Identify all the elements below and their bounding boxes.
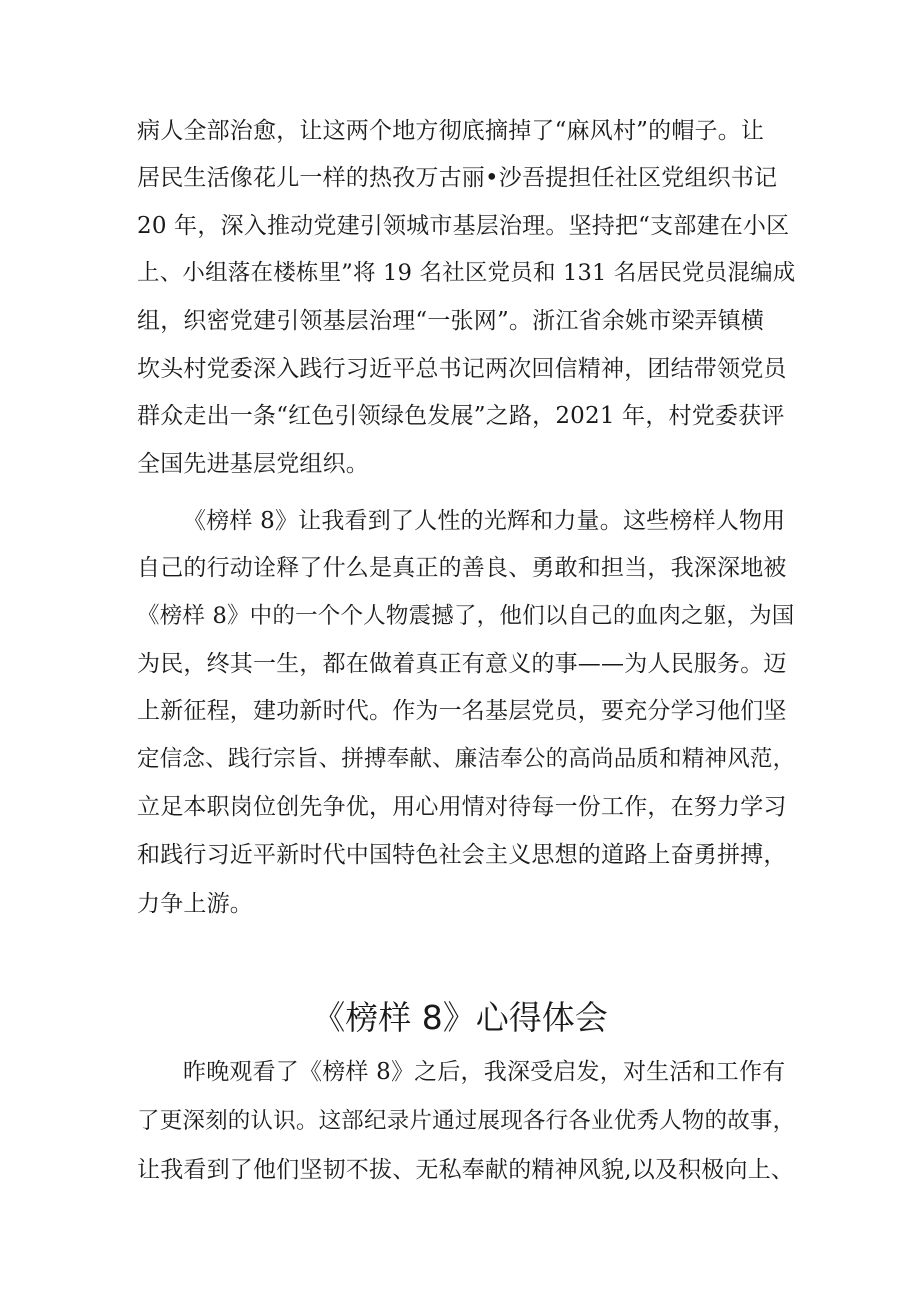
paragraph-line: 上新征程，建功新时代。作为一名基层党员，要充分学习他们坚 xyxy=(137,698,787,724)
paragraph-line: 病人全部治愈，让这两个地方彻底摘掉了“麻风村”的帽子。让 xyxy=(137,118,765,144)
section-title: 《榜样 8》心得体会 xyxy=(312,998,608,1037)
paragraph-line: 立足本职岗位创先争优，用心用情对待每一份工作，在努力学习 xyxy=(137,794,787,820)
paragraph-line: 群众走出一条“红色引领绿色发展”之路，2021 年，村党委获评 xyxy=(137,403,785,429)
paragraph-line: 了更深刻的认识。这部纪录片通过展现各行各业优秀人物的故事， xyxy=(137,1108,796,1134)
paragraph-line: 《榜样 8》中的一个个人物震撼了，他们以自己的血肉之躯，为国 xyxy=(137,603,795,629)
paragraph-line: 力争上游。 xyxy=(137,891,253,917)
paragraph-line: 上、小组落在楼栋里”将 19 名社区党员和 131 名居民党员混编成 xyxy=(137,260,796,286)
paragraph-line: 和践行习近平新时代中国特色社会主义思想的道路上奋勇拼搏， xyxy=(137,842,787,868)
paragraph-line: 《榜样 8》让我看到了人性的光辉和力量。这些榜样人物用 xyxy=(183,508,786,534)
paragraph-line: 为民，终其一生，都在做着真正有意义的事——为人民服务。迈 xyxy=(137,651,787,677)
paragraph-line: 自己的行动诠释了什么是真正的善良、勇敢和担当，我深深地被 xyxy=(137,555,787,581)
paragraph-line: 昨晚观看了《榜样 8》之后，我深受启发，对生活和工作有 xyxy=(183,1059,786,1085)
paragraph-line: 全国先进基层党组织。 xyxy=(137,451,369,477)
paragraph-line: 20 年，深入推动党建引领城市基层治理。坚持把“支部建在小区 xyxy=(137,213,790,239)
paragraph-line: 定信念、践行宗旨、拼搏奉献、廉洁奉公的高尚品质和精神风范， xyxy=(137,746,796,772)
paragraph-line: 让我看到了他们坚韧不拔、无私奉献的精神风貌,以及积极向上、 xyxy=(137,1157,795,1183)
paragraph-line: 居民生活像花儿一样的热孜万古丽•沙吾提担任社区党组织书记 xyxy=(137,165,778,191)
paragraph-line: 坎头村党委深入践行习近平总书记两次回信精神，团结带领党员 xyxy=(137,356,787,382)
paragraph-line: 组，织密党建引领基层治理“一张网”。浙江省余姚市梁弄镇横 xyxy=(137,308,765,334)
